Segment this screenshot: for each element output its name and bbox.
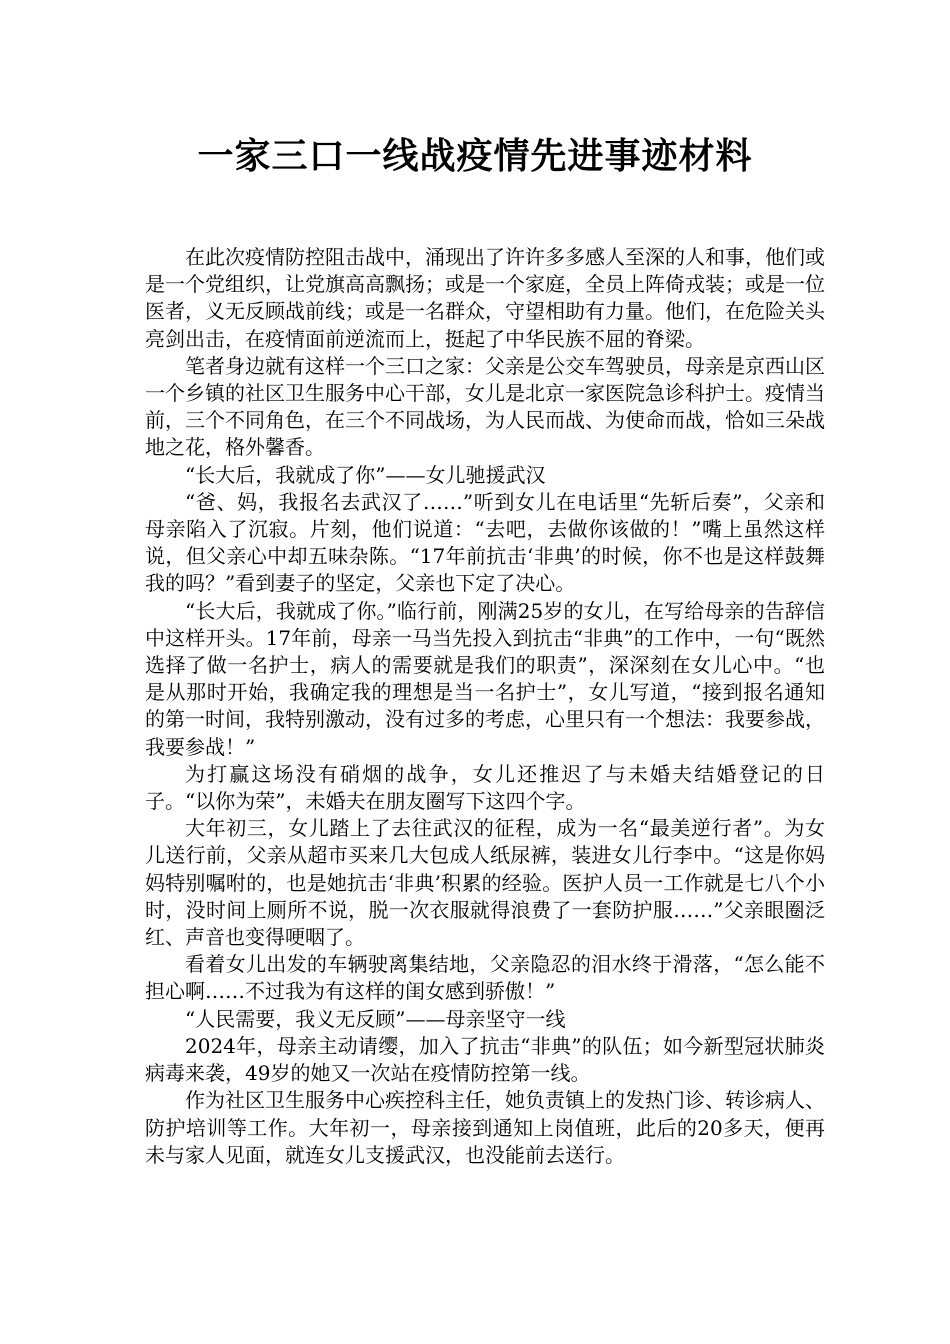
paragraph-daughter-call: “爸、妈，我报名去武汉了……”听到女儿在电话里“先斩后奏”，父亲和母亲陷入了沉寂。片刻，他们说道：“去吧，去做你该做的！”嘴上虽然这样说，但父亲心中却五味杂陈。“17年前抗击‘非典’的时候，你不也是这样鼓舞我的吗？”看到妻子的坚定，父亲也下定了决心。 [145, 489, 825, 596]
paragraph-family: 笔者身边就有这样一个三口之家：父亲是公交车驾驶员，母亲是京西山区一个乡镇的社区卫生服务中心干部，女儿是北京一家医院急诊科护士。疫情当前，三个不同角色，在三个不同战场，为人民而战、为使命而战，恰如三朵战地之花，格外馨香。 [145, 353, 825, 460]
paragraph-mother-volunteer: 2024年，母亲主动请缨，加入了抗击“非典”的队伍；如今新型冠状肺炎病毒来袭，49岁的她又一次站在疫情防控第一线。 [145, 1033, 825, 1086]
document-title: 一家三口一线战疫情先进事迹材料 [197, 136, 753, 177]
section-heading-mother: “人民需要，我义无反顾”——母亲坚守一线 [185, 1006, 566, 1031]
paragraph-wedding-delay: 为打赢这场没有硝烟的战争，女儿还推迟了与未婚夫结婚登记的日子。“以你为荣”，未婚夫在朋友圈写下这四个字。 [145, 761, 825, 814]
paragraph-intro: 在此次疫情防控阻击战中，涌现出了许许多多感人至深的人和事，他们或是一个党组织，让党旗高高飘扬；或是一个家庭，全员上阵倚戎装；或是一位医者，义无反顾战前线；或是一名群众，守望相助有力量。他们，在危险关头亮剑出击，在疫情面前逆流而上，挺起了中华民族不屈的脊梁。 [145, 245, 825, 351]
paragraph-departure: 大年初三，女儿踏上了去往武汉的征程，成为一名“最美逆行者”。为女儿送行前，父亲从超市买来几大包成人纸尿裤，装进女儿行李中。“这是你妈妈特别嘱咐的，也是她抗击‘非典’积累的经验。医护人员一工作就是七八个小时，没时间上厕所不说，脱一次衣服就得浪费了一套防护服……”父亲眼圈泛红、声音也变得哽咽了。 [145, 816, 825, 950]
paragraph-daughter-letter: “长大后，我就成了你。”临行前，刚满25岁的女儿，在写给母亲的告辞信中这样开头。17年前，母亲一马当先投入到抗击“非典”的工作中，一句“既然选择了做一名护士，病人的需要就是我们的职责”，深深刻在女儿心中。“也是从那时开始，我确定我的理想是当一名护士”，女儿写道，“接到报名通知的第一时间，我特别激动，没有过多的考虑，心里只有一个想法：我要参战，我要参战！” [145, 598, 825, 759]
document-body [145, 244, 825, 1169]
section-heading-daughter: “长大后，我就成了你”——女儿驰援武汉 [185, 462, 546, 487]
paragraph-mother-duty: 作为社区卫生服务中心疾控科主任，她负责镇上的发热门诊、转诊病人、防护培训等工作。大年初一，母亲接到通知上岗值班，此后的20多天，便再未与家人见面，就连女儿支援武汉，也没能前去送行。 [145, 1088, 825, 1167]
paragraph-father-tears: 看着女儿出发的车辆驶离集结地，父亲隐忍的泪水终于滑落，“怎么能不担心啊……不过我为有这样的闺女感到骄傲！” [145, 952, 825, 1004]
